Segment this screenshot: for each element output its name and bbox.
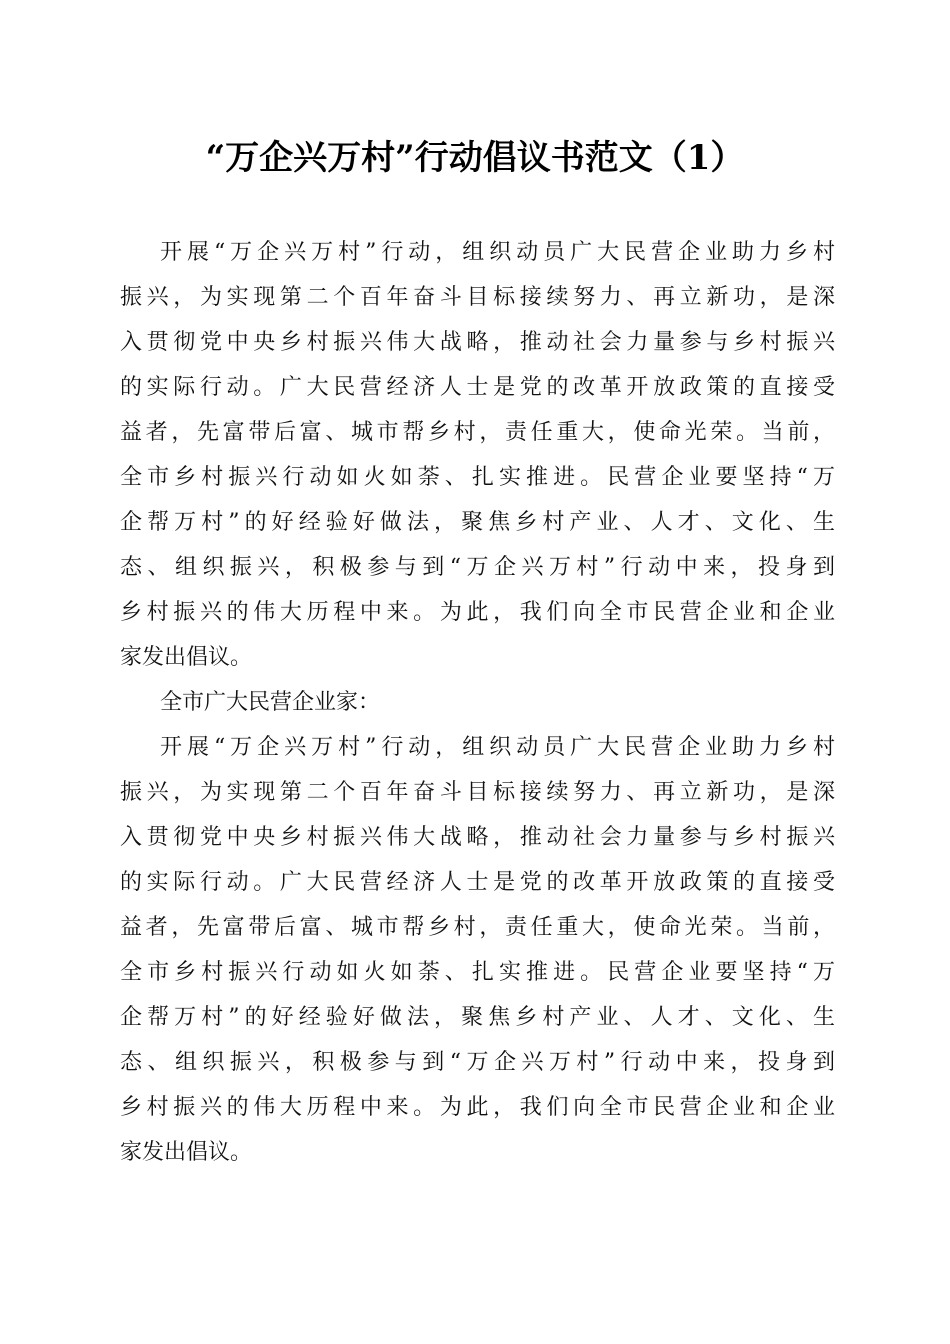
paragraph-line: 开展“万企兴万村”行动，组织动员广大民营企业助力乡村: [160, 735, 835, 760]
paragraph-line: 态、组织振兴，积极参与到“万企兴万村”行动中来，投身到: [120, 555, 835, 580]
paragraph-line: 家发出倡议。: [120, 645, 253, 670]
paragraph-line: 入贯彻党中央乡村振兴伟大战略，推动社会力量参与乡村振兴: [120, 330, 835, 355]
paragraph-line: 入贯彻党中央乡村振兴伟大战略，推动社会力量参与乡村振兴: [120, 825, 835, 850]
paragraph-line: 全市乡村振兴行动如火如荼、扎实推进。民营企业要坚持“万: [120, 960, 835, 985]
paragraph-line: 态、组织振兴，积极参与到“万企兴万村”行动中来，投身到: [120, 1050, 835, 1075]
paragraph-line: 振兴，为实现第二个百年奋斗目标接续努力、再立新功，是深: [120, 780, 835, 805]
salutation: 全市广大民营企业家：: [160, 690, 381, 715]
paragraph-line: 益者，先富带后富、城市帮乡村，责任重大，使命光荣。当前，: [120, 915, 835, 940]
paragraph-line: 开展“万企兴万村”行动，组织动员广大民营企业助力乡村: [160, 240, 835, 265]
paragraph-line: 家发出倡议。: [120, 1140, 253, 1165]
paragraph-line: 益者，先富带后富、城市帮乡村，责任重大，使命光荣。当前，: [120, 420, 835, 445]
paragraph-2: [120, 725, 835, 1175]
paragraph-line: 企帮万村”的好经验好做法，聚焦乡村产业、人才、文化、生: [120, 1005, 835, 1030]
paragraph-line: 全市乡村振兴行动如火如荼、扎实推进。民营企业要坚持“万: [120, 465, 835, 490]
paragraph-line: 的实际行动。广大民营经济人士是党的改革开放政策的直接受: [120, 375, 835, 400]
document-title: “万企兴万村”行动倡议书范文（1）: [205, 138, 745, 178]
document-body: [120, 230, 835, 1175]
paragraph-1: [120, 230, 835, 680]
paragraph-line: 的实际行动。广大民营经济人士是党的改革开放政策的直接受: [120, 870, 835, 895]
paragraph-line: 企帮万村”的好经验好做法，聚焦乡村产业、人才、文化、生: [120, 510, 835, 535]
paragraph-line: 乡村振兴的伟大历程中来。为此，我们向全市民营企业和企业: [120, 1095, 835, 1120]
paragraph-line: 乡村振兴的伟大历程中来。为此，我们向全市民营企业和企业: [120, 600, 835, 625]
paragraph-line: 振兴，为实现第二个百年奋斗目标接续努力、再立新功，是深: [120, 285, 835, 310]
